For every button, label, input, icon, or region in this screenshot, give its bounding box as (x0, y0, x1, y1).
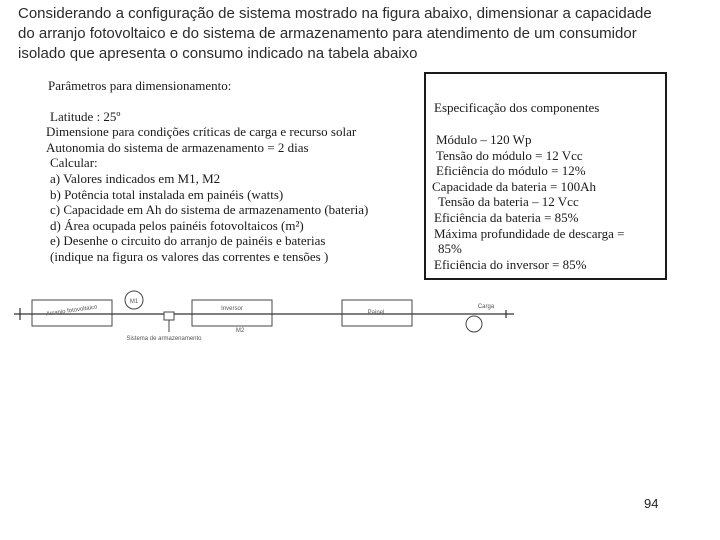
page-number: 94 (644, 496, 659, 511)
junction-box (164, 312, 174, 320)
spec-line: Tensão da bateria – 12 Vcc (438, 194, 579, 210)
spec-line: Eficiência do módulo = 12% (436, 163, 586, 179)
parameter-line: e) Desenhe o circuito do arranjo de painéis e baterias (50, 233, 326, 249)
spec-line: Capacidade da bateria = 100Ah (432, 178, 596, 194)
parameters-title: Parâmetros para dimensionamento: (48, 78, 232, 93)
spec-line: Máxima profundidade de descarga = (434, 225, 625, 241)
control-panel-label: Painel (367, 310, 385, 316)
spec-line: Módulo – 120 Wp (436, 132, 532, 147)
inverter-label: Inversor (221, 306, 243, 312)
spec-line: 85% (438, 241, 462, 257)
parameter-line: b) Potência total instalada em painéis (watts) (50, 186, 284, 202)
meter-m2-circle (466, 316, 482, 332)
spec-line: Eficiência do inversor = 85% (434, 256, 587, 272)
intro-line: do arranjo fotovoltaico e do sistema de armazenamento para atendimento de um consumidor (18, 25, 637, 42)
parameter-line: d) Área ocupada pelos painéis fotovoltaicos (m²) (50, 217, 304, 233)
intro-line: Considerando a configuração de sistema mostrado na figura abaixo, dimensionar a capacidade (18, 5, 652, 22)
parameters-block (44, 78, 414, 265)
specifications-box (424, 72, 667, 280)
intro-paragraph (18, 4, 714, 64)
spec-line: Eficiência da bateria = 85% (434, 209, 579, 225)
parameter-line: a) Valores indicados em M1, M2 (50, 170, 221, 186)
spec-line: Tensão do módulo = 12 Vcc (436, 147, 583, 163)
latitude-text: Latitude : 25º (50, 108, 121, 124)
load-label: Carga (477, 304, 495, 310)
parameter-line: Calcular: (50, 155, 98, 171)
parameter-line: Autonomia do sistema de armazenamento = 2 dias (46, 139, 309, 155)
pv-array-label: Arranjo fotovoltaico (46, 304, 98, 318)
system-diagram (14, 288, 514, 352)
battery-label: Sistema de armazenamento (126, 336, 202, 342)
m2-label: M2 (235, 328, 245, 334)
meter-m1-label: M1 (129, 299, 139, 305)
parameter-line: c) Capacidade em Ah do sistema de armazenamento (bateria) (50, 202, 369, 218)
parameter-line: Dimensione para condições críticas de carga e recurso solar (46, 124, 357, 140)
inverter-box (192, 300, 272, 326)
specifications-title: Especificação dos componentes (434, 100, 600, 115)
parameter-line: (indique na figura os valores das correntes e tensões ) (50, 248, 329, 264)
intro-line: isolado que apresenta o consumo indicado na tabela abaixo (18, 45, 418, 62)
specifications-list (432, 132, 658, 272)
